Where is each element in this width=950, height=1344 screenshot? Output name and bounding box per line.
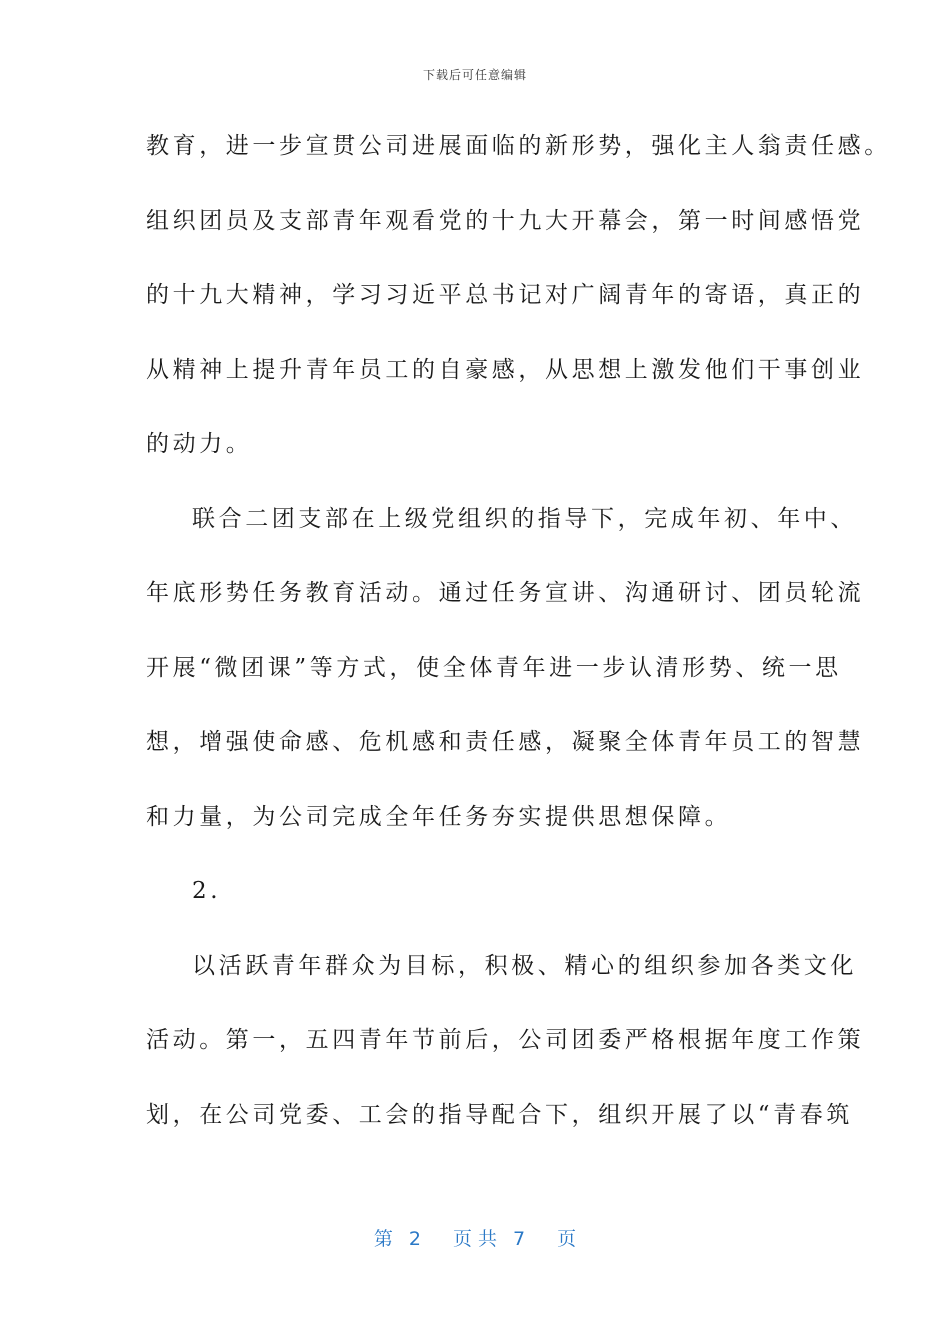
- text-line: 组织团员及支部青年观看党的十九大开幕会，第一时间感悟党: [146, 207, 865, 234]
- page-footer: [0, 1224, 950, 1251]
- current-page-number: 2: [408, 1228, 421, 1250]
- text-line: 划，在公司党委、工会的指导配合下，组织开展了以“青春筑: [146, 1101, 853, 1128]
- text-line: 年底形势任务教育活动。通过任务宣讲、沟通研讨、团员轮流: [146, 580, 865, 606]
- paragraph-start-line: 联合二团支部在上级党组织的指导下，完成年初、年中、: [192, 505, 857, 532]
- document-body: [146, 124, 891, 1167]
- total-page-count: 7: [513, 1228, 526, 1250]
- page-header: 下载后可任意编辑: [422, 68, 527, 82]
- text-line: 从精神上提升青年员工的自豪感，从思想上激发他们干事创业: [146, 356, 865, 383]
- text-line: 想，增强使命感、危机感和责任感，凝聚全体青年员工的智慧: [146, 729, 865, 755]
- section-number: 2.: [192, 878, 222, 904]
- text-line: 和力量，为公司完成全年任务夯实提供思想保障。: [146, 803, 732, 830]
- text-line: 的十九大精神，学习习近平总书记对广阔青年的寄语，真正的: [146, 282, 865, 308]
- text-line: 活动。第一，五四青年节前后，公司团委严格根据年度工作策: [146, 1027, 865, 1053]
- text-line: 开展“微团课”等方式，使全体青年进一步认清形势、统一思: [146, 654, 842, 681]
- text-line: 教育，进一步宣贯公司进展面临的新形势，强化主人翁责任感。: [146, 133, 891, 159]
- footer-suffix: 页: [557, 1228, 577, 1250]
- footer-prefix: 第: [373, 1228, 393, 1250]
- text-line: 的动力。: [146, 431, 253, 457]
- paragraph-start-line: 以活跃青年群众为目标，积极、精心的组织参加各类文化: [192, 952, 857, 979]
- footer-middle: 页 共: [452, 1228, 498, 1250]
